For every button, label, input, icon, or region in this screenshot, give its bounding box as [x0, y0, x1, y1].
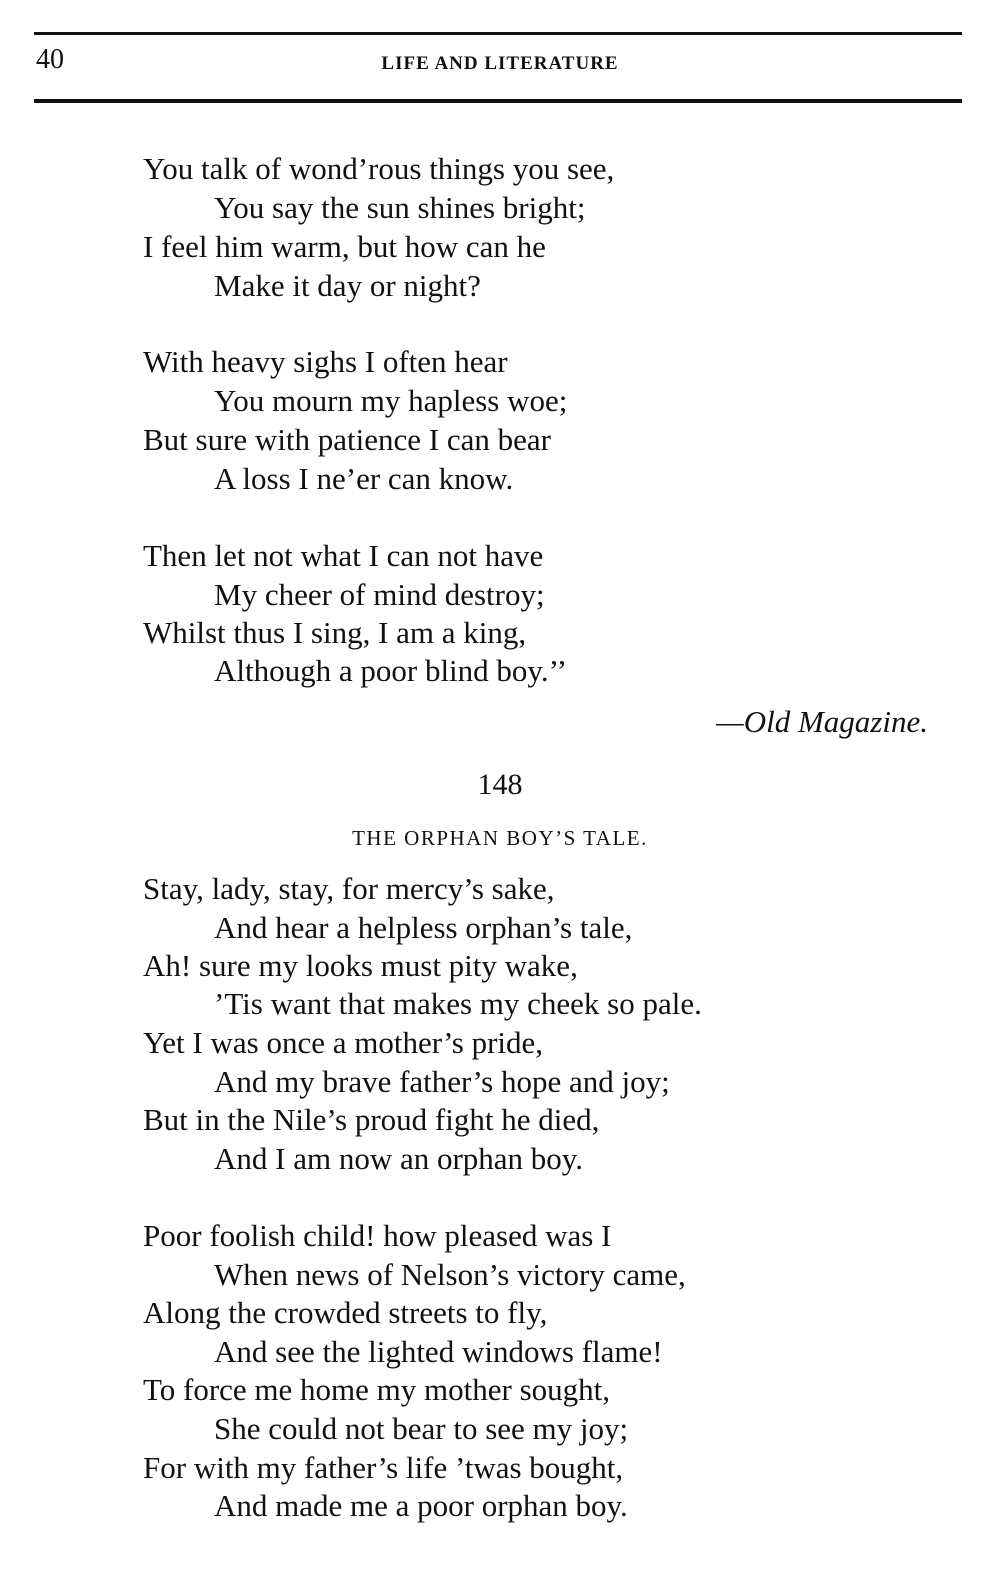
- poem-line: I feel him warm, but how can he: [143, 229, 546, 264]
- poem-line: You mourn my hapless woe;: [214, 383, 568, 418]
- poem-line: Although a poor blind boy.’’: [214, 653, 568, 688]
- poem-line: For with my father’s life ’twas bought,: [143, 1450, 624, 1485]
- poem-line: Yet I was once a mother’s pride,: [143, 1025, 544, 1060]
- running-title: LIFE AND LITERATURE: [381, 53, 619, 74]
- poem-line: And see the lighted windows flame!: [214, 1334, 663, 1369]
- poem-line: But in the Nile’s proud fight he died,: [143, 1102, 600, 1137]
- poem-number: 148: [477, 768, 523, 801]
- poem-line: And my brave father’s hope and joy;: [214, 1064, 670, 1099]
- poem-line: Ah! sure my looks must pity wake,: [143, 948, 578, 983]
- poem-line: A loss I ne’er can know.: [214, 461, 514, 496]
- poem-line: ’Tis want that makes my cheek so pale.: [214, 986, 702, 1021]
- poem-line: My cheer of mind destroy;: [214, 577, 545, 612]
- poem-line: To force me home my mother sought,: [143, 1372, 611, 1407]
- poem-line: Then let not what I can not have: [143, 538, 544, 573]
- poem-line: She could not bear to see my joy;: [214, 1411, 629, 1446]
- poem-title: THE ORPHAN BOY’S TALE.: [352, 826, 648, 850]
- poem-line: Stay, lady, stay, for mercy’s sake,: [143, 871, 555, 906]
- header-top-rule: [34, 32, 962, 35]
- poem-line: Make it day or night?: [214, 268, 481, 303]
- poem-line: Along the crowded streets to fly,: [143, 1295, 548, 1330]
- poem-line: Poor foolish child! how pleased was I: [143, 1218, 612, 1253]
- header-bottom-rule: [34, 99, 962, 103]
- poem-line: And I am now an orphan boy.: [214, 1141, 584, 1176]
- attribution: —Old Magazine.: [716, 704, 928, 739]
- poem-line: You say the sun shines bright;: [214, 190, 586, 225]
- poem-line: When news of Nelson’s victory came,: [214, 1257, 686, 1292]
- page-number: 40: [36, 44, 64, 75]
- poem-line: And made me a poor orphan boy.: [214, 1488, 628, 1523]
- poem-line: You talk of wond’rous things you see,: [143, 151, 615, 186]
- poem-line: Whilst thus I sing, I am a king,: [143, 615, 527, 650]
- poem-line: But sure with patience I can bear: [143, 422, 551, 457]
- poem-line: And hear a helpless orphan’s tale,: [214, 910, 633, 945]
- poem-line: With heavy sighs I often hear: [143, 344, 508, 379]
